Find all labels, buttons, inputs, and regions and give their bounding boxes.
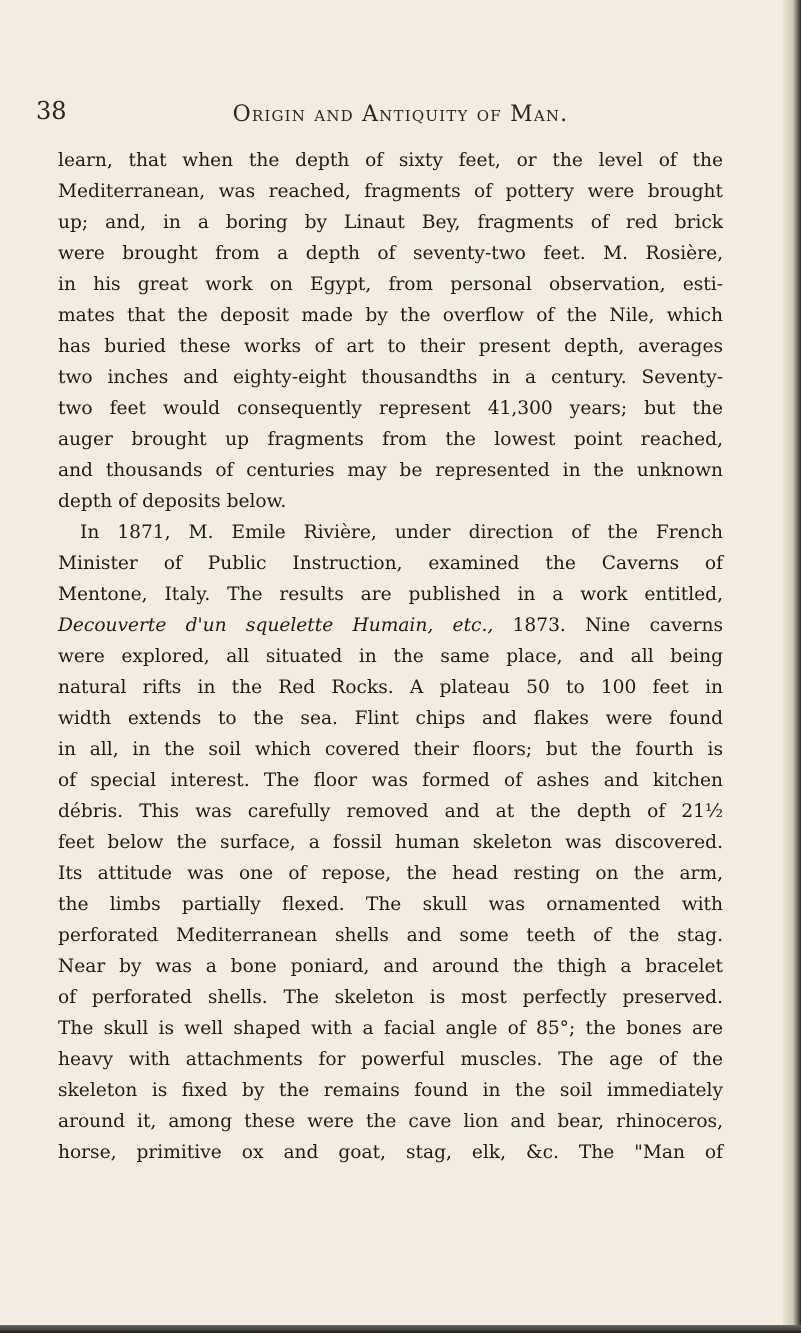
text-line: has buried these works of art to their present depth, averages [58,336,723,357]
text-line-suffix: 1873. Nine caverns [493,615,723,636]
text-line: perforated Mediterranean shells and some teeth of the stag. [58,925,723,946]
text-line: natural rifts in the Red Rocks. A plateau 50 to 100 feet in [58,677,723,698]
text-line: mates that the deposit made by the overflow of the Nile, which [58,305,723,326]
text-line: Mentone, Italy. The results are published in a work entitled, [58,584,723,605]
text-line: auger brought up fragments from the lowest point reached, [58,429,723,450]
running-head-text: Origin and Antiquity of Man. [232,102,569,127]
text-line: heavy with attachments for powerful muscles. The age of the [58,1049,723,1070]
text-line: of perforated shells. The skeleton is most perfectly preserved. [58,987,723,1008]
text-line: feet below the surface, a fossil human skeleton was discovered. [58,832,723,853]
text-line: Near by was a bone poniard, and around the thigh a bracelet [58,956,723,977]
body-text [58,145,723,1168]
text-line: the limbs partially flexed. The skull was ornamented with [58,894,723,915]
text-line: Its attitude was one of repose, the head resting on the arm, [58,863,723,884]
page-right-edge-shadow [783,0,801,1333]
text-line: skeleton is fixed by the remains found in the soil immediately [58,1080,723,1101]
text-line: were brought from a depth of seventy-two feet. M. Rosière, [58,243,723,264]
text-line: up; and, in a boring by Linaut Bey, fragments of red brick [58,212,723,233]
page-bottom-edge-shadow [0,1325,801,1333]
text-line: Minister of Public Instruction, examined the Caverns of [58,553,723,574]
book-title: Decouverte d'un squelette Humain, etc., [58,615,494,636]
text-line: two feet would consequently represent 41,300 years; but the [58,398,723,419]
text-line: débris. This was carefully removed and at the depth of 21½ [58,801,723,822]
text-line: of special interest. The floor was formed of ashes and kitchen [58,770,723,791]
text-line: and thousands of centuries may be represented in the unknown [58,460,723,481]
text-line-with-title [58,610,723,641]
running-head [0,104,801,126]
text-line: learn, that when the depth of sixty feet, or the level of the [58,150,723,171]
text-line: around it, among these were the cave lion and bear, rhinoceros, [58,1111,723,1132]
text-line: depth of deposits below. [58,491,287,512]
paragraph-start-line: In 1871, M. Emile Rivière, under direction of the French [80,522,723,543]
text-line: in all, in the soil which covered their floors; but the fourth is [58,739,723,760]
text-line: Mediterranean, was reached, fragments of pottery were brought [58,181,723,202]
page-number: 38 [36,97,67,125]
text-line: horse, primitive ox and goat, stag, elk, &c. The "Man of [58,1142,723,1163]
text-line: two inches and eighty-eight thousandths in a century. Seventy- [58,367,723,388]
text-line: The skull is well shaped with a facial angle of 85°; the bones are [58,1018,723,1039]
text-line: width extends to the sea. Flint chips and flakes were found [58,708,723,729]
text-line: in his great work on Egypt, from personal observation, esti- [58,274,723,295]
text-line: were explored, all situated in the same place, and all being [58,646,723,667]
